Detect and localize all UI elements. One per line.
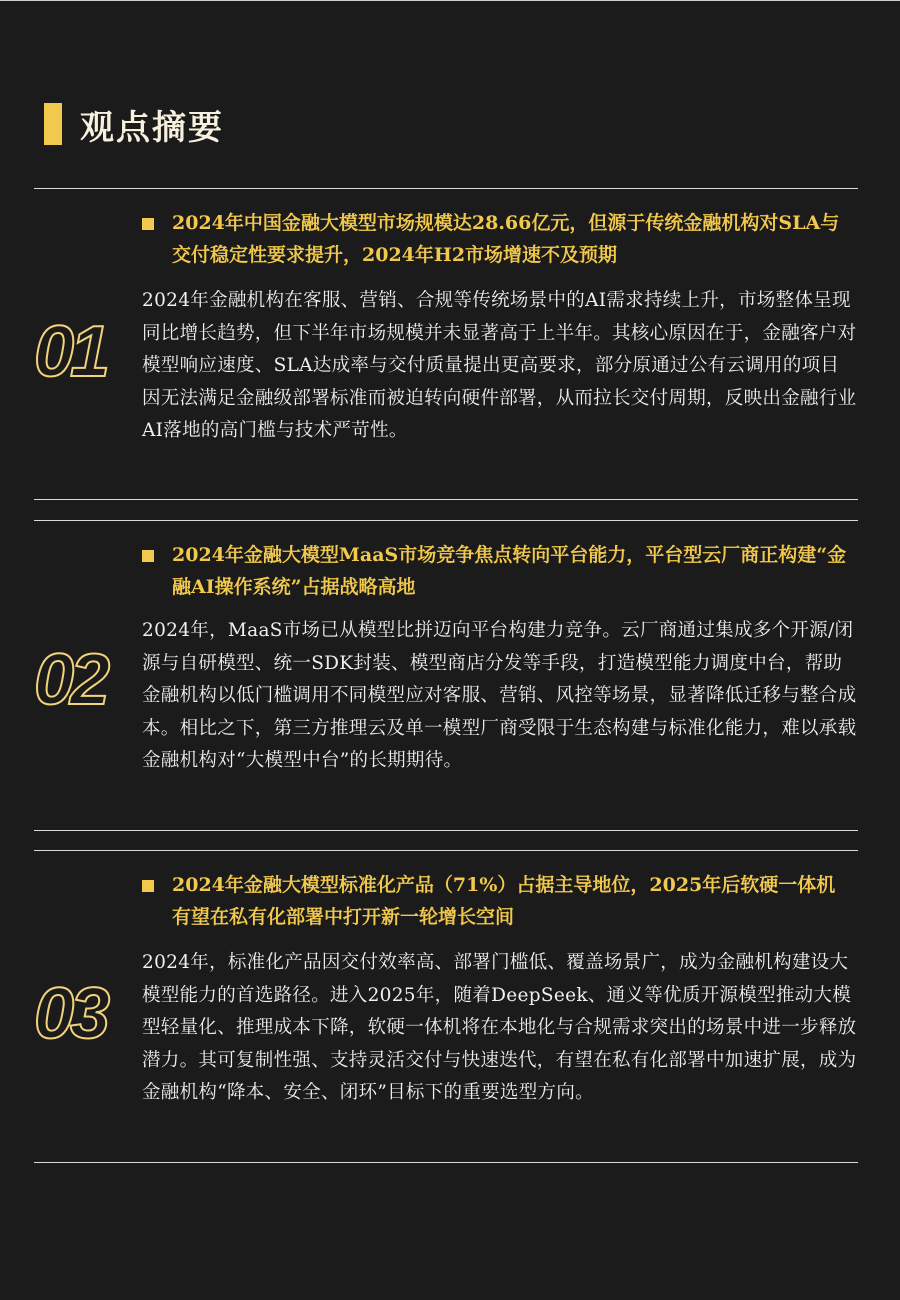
top-divider bbox=[0, 0, 900, 1]
square-bullet-icon bbox=[142, 880, 154, 892]
section-body: 2024年，标准化产品因交付效率高、部署门槛低、覆盖场景广，成为金融机构建设大模型能力的首选路径。进入2025年，随着DeepSeek、通义等优质开源模型推动大模型轻量化、推理成本下降，软硬一体机将在本地化与合规需求突出的场景中进一步释放潜力。其可复制性强、支持灵活交付与快速迭代，有望在私有化部署中加速扩展，成为金融机构“降本、安全、闭环”目标下的重要选型方向。 bbox=[142, 952, 857, 1103]
header-accent-bar bbox=[44, 103, 62, 145]
summary-section-3 bbox=[34, 850, 858, 1163]
section-number: 01 bbox=[34, 312, 107, 392]
section-header bbox=[44, 102, 224, 146]
section-number: 02 bbox=[34, 640, 107, 720]
page-title: 观点摘要 bbox=[80, 107, 224, 148]
summary-section-1 bbox=[34, 188, 858, 500]
square-bullet-icon bbox=[142, 218, 154, 230]
section-headline: 2024年中国金融大模型市场规模达28.66亿元，但源于传统金融机构对SLA与交付稳定性要求提升，2024年H2市场增速不及预期 bbox=[172, 212, 840, 266]
section-headline-row bbox=[142, 873, 854, 933]
summary-section-2 bbox=[34, 520, 858, 831]
section-body: 2024年金融机构在客服、营销、合规等传统场景中的AI需求持续上升，市场整体呈现同比增长趋势，但下半年市场规模并未显著高于上半年。其核心原因在于，金融客户对模型响应速度、SLA达成率与交付质量提出更高要求，部分原通过公有云调用的项目因无法满足金融级部署标准而被迫转向硬件部署，从而拉长交付周期，反映出金融行业AI落地的高门槛与技术严苛性。 bbox=[142, 290, 857, 441]
section-number: 03 bbox=[34, 974, 107, 1054]
section-headline-row bbox=[142, 211, 854, 271]
section-body: 2024年，MaaS市场已从模型比拼迈向平台构建力竞争。云厂商通过集成多个开源/闭源与自研模型、统一SDK封装、模型商店分发等手段，打造模型能力调度中台，帮助金融机构以低门槛调用不同模型应对客服、营销、风控等场景，显著降低迁移与整合成本。相比之下，第三方推理云及单一模型厂商受限于生态构建与标准化能力，难以承载金融机构对“大模型中台”的长期期待。 bbox=[142, 620, 857, 771]
section-headline-row bbox=[142, 543, 854, 603]
section-headline: 2024年金融大模型标准化产品（71%）占据主导地位，2025年后软硬一体机有望在私有化部署中打开新一轮增长空间 bbox=[172, 874, 836, 928]
square-bullet-icon bbox=[142, 550, 154, 562]
section-headline: 2024年金融大模型MaaS市场竞争焦点转向平台能力，平台型云厂商正构建“金融AI操作系统”占据战略高地 bbox=[172, 544, 847, 598]
